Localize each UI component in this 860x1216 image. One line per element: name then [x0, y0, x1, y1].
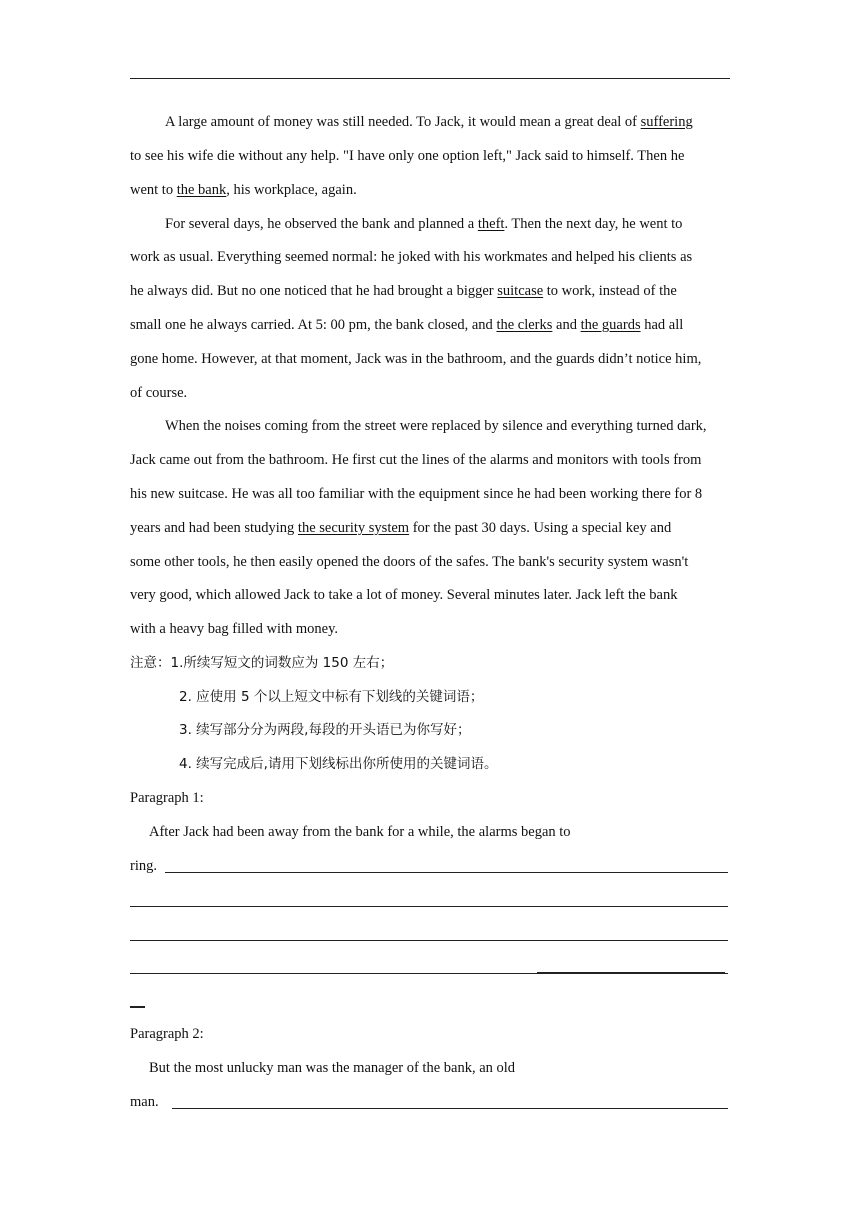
story-line: A large amount of money was still needed. To Jack, it would mean a great deal of suffering [165, 114, 693, 130]
story-line: When the noises coming from the street were replaced by silence and everything turned dark, [165, 418, 707, 434]
story-line: he always did. But no one noticed that he had brought a bigger suitcase to work, instead of the [130, 283, 677, 299]
story-line: to see his wife die without any help. "I have only one option left," Jack said to himself. Then he [130, 148, 685, 164]
note-2: 2. 应使用 5 个以上短文中标有下划线的关键词语； [179, 689, 484, 705]
story-line: small one he always carried. At 5: 00 pm, the bank closed, and the clerks and the guards had all [130, 317, 684, 333]
story-line: work as usual. Everything seemed normal: he joked with his workmates and helped his clients as [130, 249, 693, 265]
story-line: For several days, he observed the bank and planned a theft. Then the next day, he went to [165, 216, 683, 232]
story-line: very good, which allowed Jack to take a lot of money. Several minutes later. Jack left the bank [130, 587, 678, 603]
story-line: of course. [130, 385, 188, 401]
story-line: with a heavy bag filled with money. [130, 621, 339, 637]
paragraph-2-continuation: man. [130, 1094, 159, 1110]
note-3: 3. 续写部分分为两段,每段的开头语已为你写好； [179, 722, 471, 738]
note-1: 注意：1.所续写短文的词数应为 150 左右； [130, 655, 394, 671]
writing-blank-line[interactable] [130, 906, 728, 907]
writing-blank-line[interactable] [130, 940, 728, 941]
story-line: some other tools, he then easily opened the doors of the safes. The bank's security system wasn't [130, 554, 689, 570]
story-line: his new suitcase. He was all too familiar with the equipment since he had been working there for 8 [130, 486, 703, 502]
story-line: Jack came out from the bathroom. He first cut the lines of the alarms and monitors with tools from [130, 452, 702, 468]
keyword-suitcase: suitcase [497, 283, 544, 299]
writing-blank-line[interactable] [172, 1108, 728, 1109]
note-4: 4. 续写完成后,请用下划线标出你所使用的关键词语。 [179, 756, 498, 772]
writing-blank-line[interactable] [165, 872, 728, 873]
keyword-the-clerks: the clerks [496, 317, 553, 333]
story-line: went to the bank, his workplace, again. [130, 182, 357, 198]
keyword-security-system: the security system [297, 520, 410, 536]
story-line: years and had been studying the security system for the past 30 days. Using a special key and [130, 520, 672, 536]
header-rule [130, 78, 730, 79]
story-line: gone home. However, at that moment, Jack was in the bathroom, and the guards didn’t notice him, [130, 351, 702, 367]
paragraph-1-opening: After Jack had been away from the bank for a while, the alarms began to [149, 824, 571, 840]
keyword-theft: theft [477, 216, 505, 232]
writing-blank-line-stub [130, 1006, 145, 1008]
writing-blank-line-thick [537, 972, 725, 974]
keyword-the-bank: the bank [176, 182, 227, 198]
paragraph-1-heading: Paragraph 1: [130, 790, 204, 806]
paragraph-2-opening: But the most unlucky man was the manager of the bank, an old [149, 1060, 516, 1076]
paragraph-2-heading: Paragraph 2: [130, 1026, 204, 1042]
paragraph-1-continuation: ring. [130, 858, 157, 874]
keyword-the-guards: the guards [580, 317, 641, 333]
keyword-suffering: suffering [640, 114, 693, 130]
